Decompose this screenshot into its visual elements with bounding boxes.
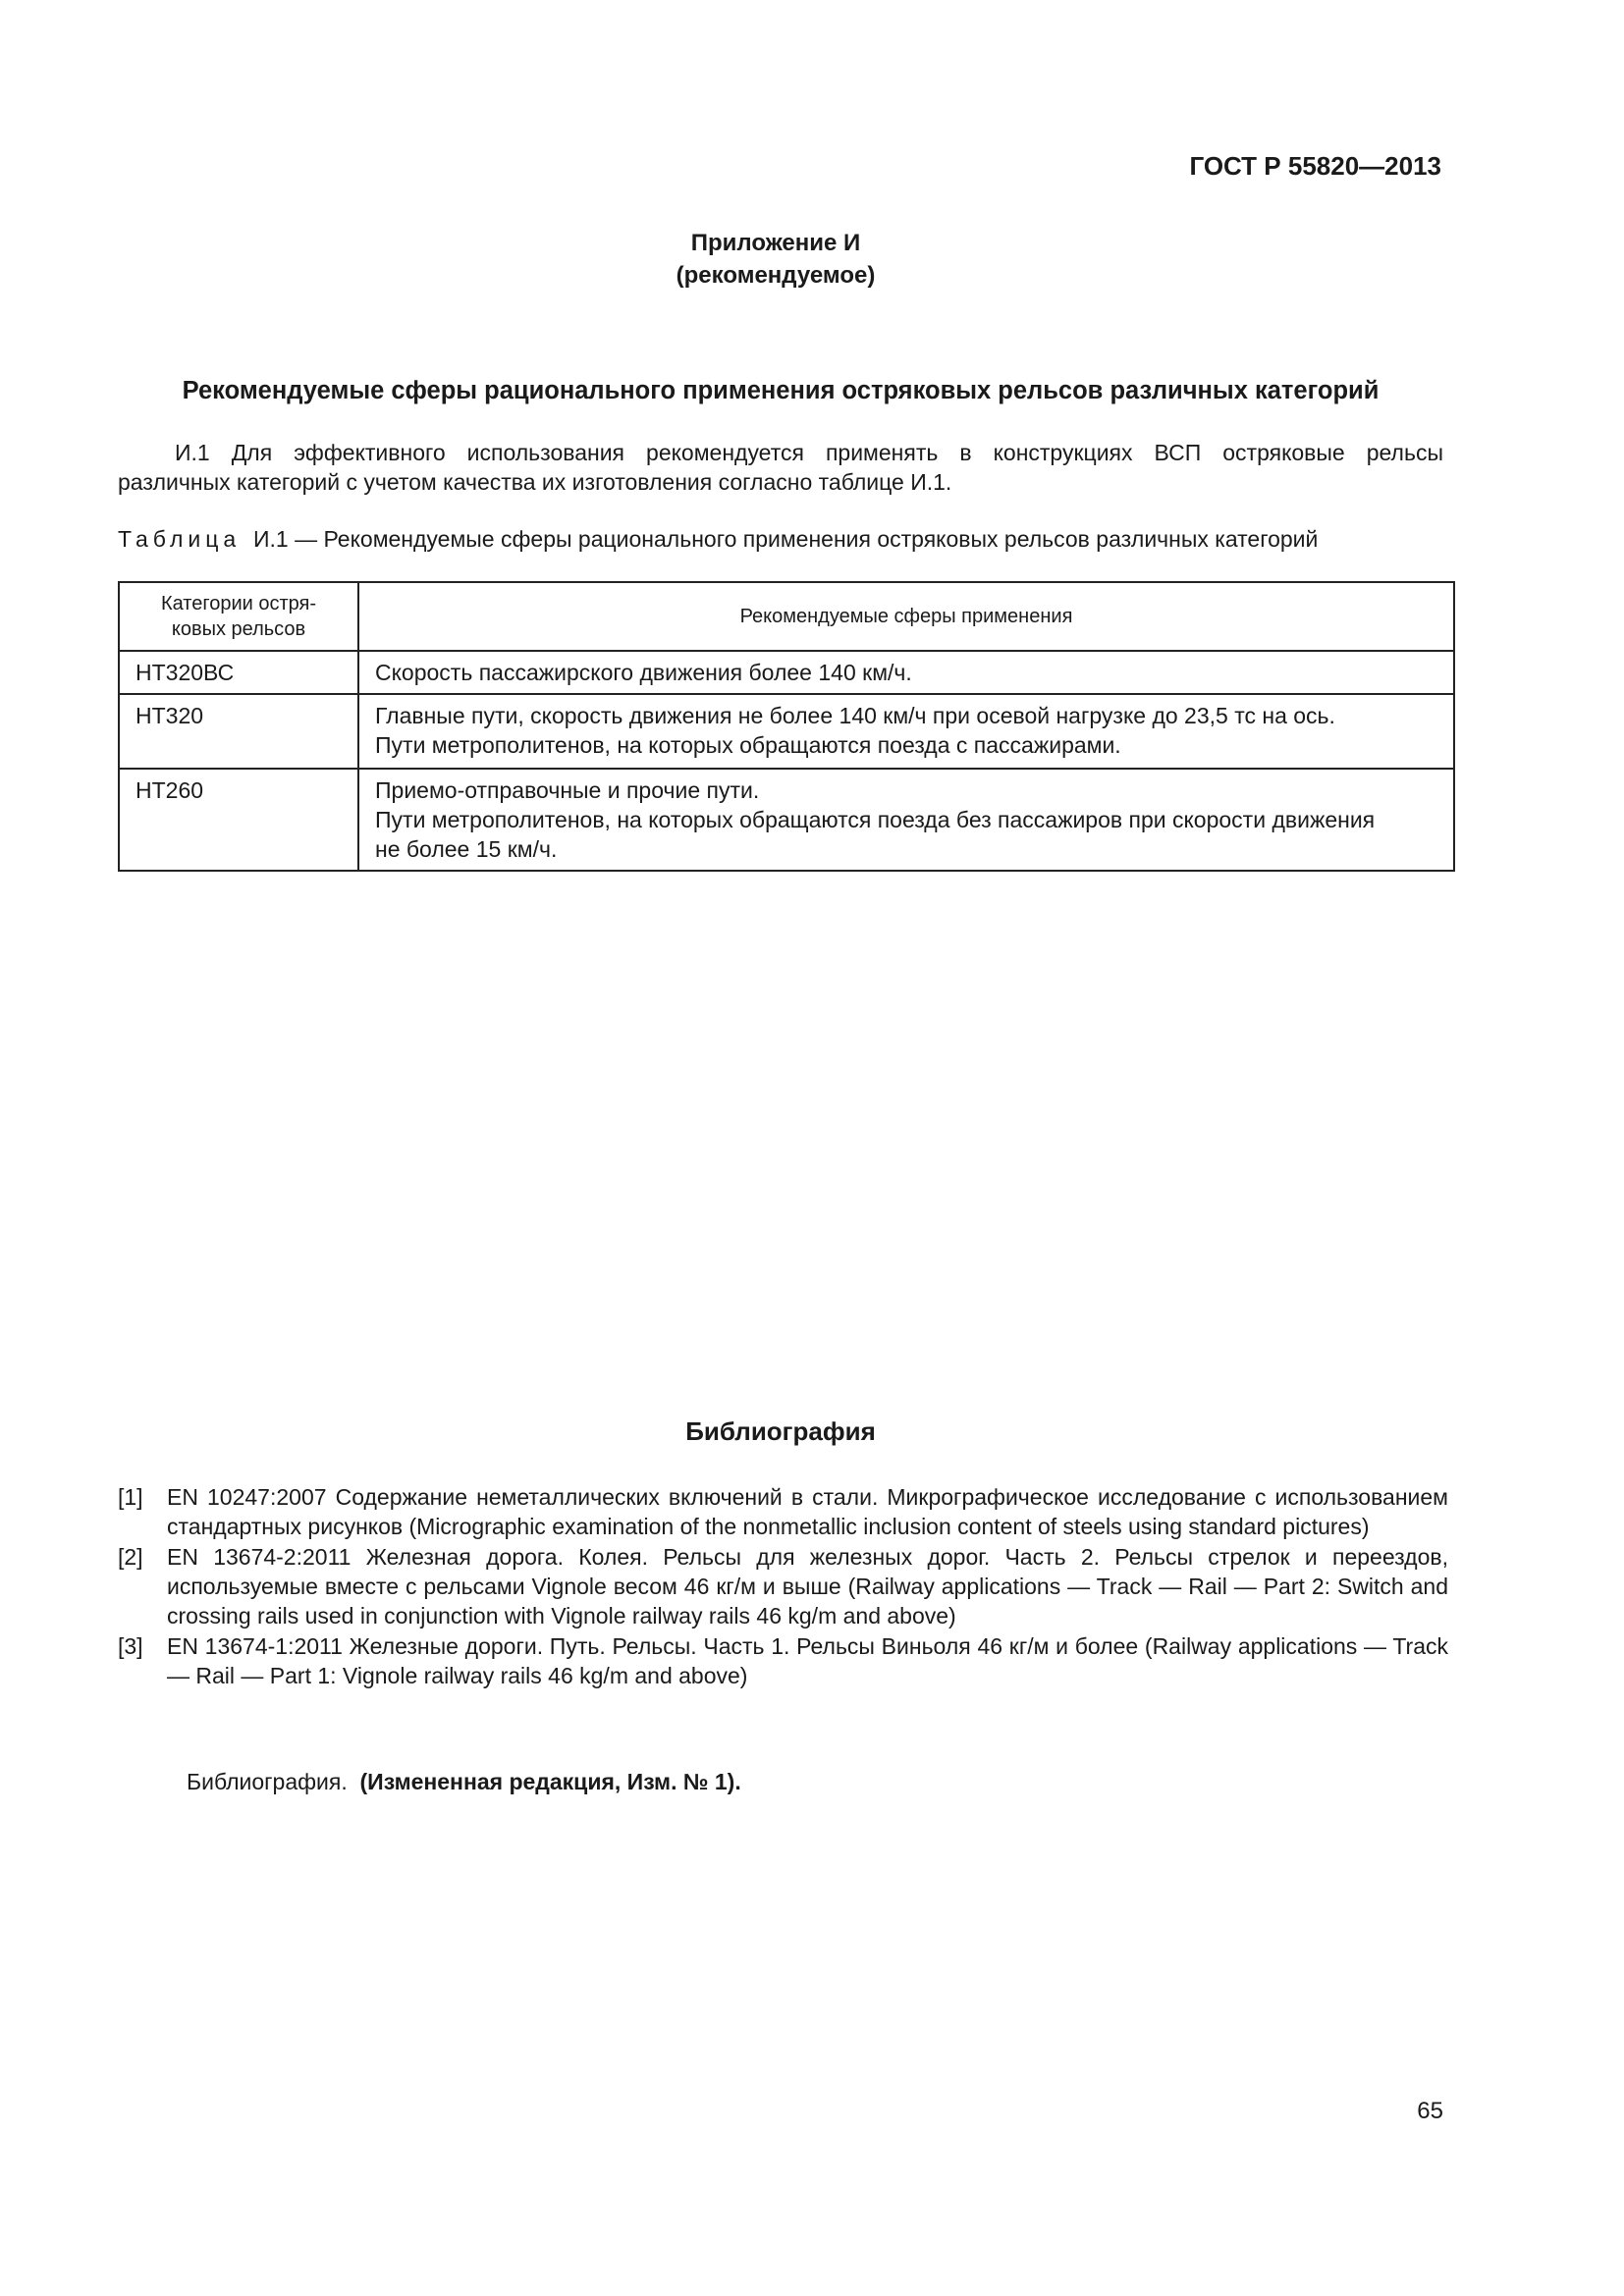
appendix-heading <box>0 227 1551 292</box>
appendix-title: Приложение И <box>690 230 861 256</box>
bibliography-item <box>118 1542 1448 1630</box>
bibliography-item-text: EN 10247:2007 Содержание неметаллических включений в стали. Микрографическое исследование с использованием стандартных рисунков (Micrographic examination of the nonmetallic inclusion content of steels using standard pictures) <box>167 1484 1448 1539</box>
page-number: 65 <box>1417 2098 1443 2124</box>
bibliography-item-text: EN 13674-2:2011 Железная дорога. Колея. Рельсы для железных дорог. Часть 2. Рельсы стрелок и переездов, используемые вместе с рельсами Vignole весом 46 кг/м и выше (Railway applications — Track — Rail — Part 2: Switch and crossing rails used in conjunction with Vignole railway rails 46 kg/m and above) <box>167 1544 1448 1629</box>
table-caption-prefix: Таблица <box>118 526 242 552</box>
bibliography-amendment-note <box>187 1769 741 1795</box>
note-prefix: Библиография. <box>187 1769 348 1794</box>
intro-paragraph-line-2: различных категорий с учетом качества их изготовления согласно таблице И.1. <box>118 469 952 495</box>
bibliography-item <box>118 1482 1448 1541</box>
table-row <box>119 769 1454 871</box>
recommendations-table <box>118 581 1455 872</box>
note-amendment: (Измененная редакция, Изм. № 1). <box>359 1769 741 1794</box>
row-application: Приемо-отправочные и прочие пути. Пути метрополитенов, на которых обращаются поезда без пассажиров при скорости движения не более 15 км/ч. <box>358 769 1454 871</box>
row-category: НТ320 <box>119 694 358 769</box>
header-category: Категории остря- ковых рельсов <box>119 582 358 651</box>
table-row <box>119 694 1454 769</box>
intro-paragraph-line-1: И.1 Для эффективного использования рекомендуется применять в конструкциях ВСП остряковые рельсы <box>175 440 1443 465</box>
intro-paragraph <box>118 438 1443 497</box>
bibliography-item-number: [2] <box>118 1544 143 1570</box>
bibliography-title: Библиография <box>685 1416 876 1446</box>
table-caption <box>118 526 1443 553</box>
bibliography-item-number: [1] <box>118 1484 143 1510</box>
bibliography-item-text: EN 13674-1:2011 Железные дороги. Путь. Рельсы. Часть 1. Рельсы Виньоля 46 кг/м и более (Railway applications — Track — Rail — Part 1: Vignole railway rails 46 kg/m and above) <box>167 1633 1448 1688</box>
row-application: Скорость пассажирского движения более 140 км/ч. <box>358 651 1454 694</box>
document-code-header: ГОСТ Р 55820—2013 <box>1189 151 1441 181</box>
row-category: НТ260 <box>119 769 358 871</box>
table-header-row <box>119 582 1454 651</box>
appendix-type: (рекомендуемое) <box>676 262 876 289</box>
bibliography-list <box>118 1482 1448 1691</box>
row-application: Главные пути, скорость движения не более 140 км/ч при осевой нагрузке до 23,5 тс на ось. Пути метрополитенов, на которых обращаются поезда с пассажирами. <box>358 694 1454 769</box>
header-application: Рекомендуемые сферы применения <box>358 582 1454 651</box>
bibliography-item-number: [3] <box>118 1633 143 1659</box>
section-title: Рекомендуемые сферы рационального применения остряковых рельсов различных категорий <box>182 377 1380 404</box>
bibliography-item <box>118 1631 1448 1690</box>
table-row <box>119 651 1454 694</box>
table-caption-text: И.1 — Рекомендуемые сферы рационального применения остряковых рельсов различных категорий <box>252 526 1319 552</box>
row-category: НТ320ВС <box>119 651 358 694</box>
